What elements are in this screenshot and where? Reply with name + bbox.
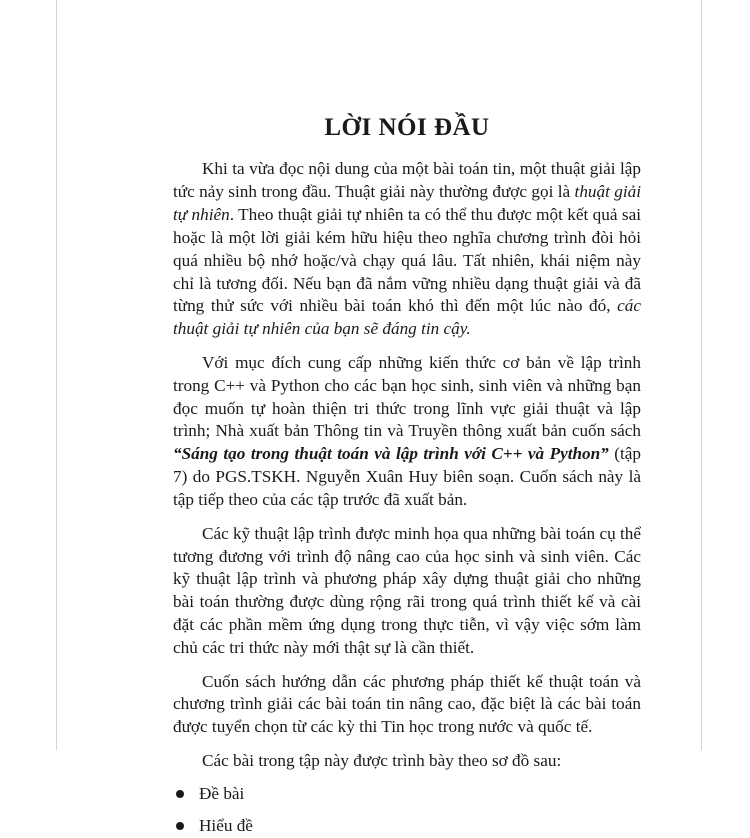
body-text: [173, 158, 641, 838]
bullet-label: Đề bài: [199, 784, 245, 804]
bullet-list: [173, 783, 641, 838]
bullet-dot-icon: [176, 790, 184, 798]
paragraph-list: [173, 158, 641, 773]
bold-italic-text-run: “Sáng tạo trong thuật toán và lập trình với C++ và Python”: [173, 444, 609, 464]
paragraph: [173, 750, 641, 773]
bullet-item: [173, 815, 641, 838]
page-title: LỜI NÓI ĐẦU: [324, 114, 490, 141]
text-run: Cuốn sách hướng dẫn các phương pháp thiết kế thuật toán và chương trình giải các bài toán tin nâng cao, đặc biệt là các bài toán được tuyển chọn từ các kỳ thi Tin học trong nước và quốc tế.: [173, 671, 641, 737]
text-run: (tập 7) do PGS.TSKH. Nguyễn Xuân Huy biên soạn. Cuốn sách này là tập tiếp theo của các tập trước đã xuất bản.: [173, 444, 641, 510]
italic-text-run: các thuật giải tự nhiên của bạn sẽ đáng tin cậy.: [173, 296, 641, 339]
paragraph: [173, 352, 641, 512]
text-run: Các bài trong tập này được trình bày theo sơ đồ sau:: [202, 750, 562, 770]
book-page: [56, 0, 702, 836]
italic-text-run: thuật giải tự nhiên: [173, 181, 642, 224]
bullet-dot-icon: [176, 822, 184, 830]
paragraph: [173, 158, 641, 341]
paragraph: [173, 671, 641, 740]
paragraph: [173, 523, 641, 660]
text-run: Các kỹ thuật lập trình được minh họa qua những bài toán cụ thể tương đương với trình độ nâng cao của học sinh và sinh viên. Các kỹ thuật lập trình và phương pháp xây dựng thuật giải cho những bài toán thường được dùng rộng rãi trong quá trình thiết kế và cài đặt các phần mềm ứng dụng trong thực tiễn, vì vậy việc sớm làm chủ các tri thức này mới thật sự là cần thiết.: [173, 523, 641, 658]
bullet-label: Hiểu đề: [199, 816, 253, 836]
bullet-item: [173, 783, 641, 806]
text-run: Với mục đích cung cấp những kiến thức cơ bản về lập trình trong C++ và Python cho các bạn học sinh, sinh viên và những bạn đọc muốn tự hoàn thiện tri thức trong lĩnh vực giải thuật và lập trình; Nhà xuất bản Thông tin và Truyền thông xuất bản cuốn sách: [173, 352, 641, 441]
text-run: . Theo thuật giải tự nhiên ta có thể thu được một kết quả sai hoặc là một lời giải kém hữu hiệu theo nghĩa chương trình đòi hỏi quá nhiều bộ nhớ hoặc/và chạy quá lâu. Tất nhiên, khái niệm này chỉ là tương đối. Nếu bạn đã nắm vững nhiều dạng thuật giải và đã từng thử sức với nhiều bài toán khó thì đến một lúc nào đó,: [173, 204, 641, 316]
text-run: Khi ta vừa đọc nội dung của một bài toán tin, một thuật giải lập tức nảy sinh trong đầu. Thuật giải này thường được gọi là: [173, 159, 641, 201]
